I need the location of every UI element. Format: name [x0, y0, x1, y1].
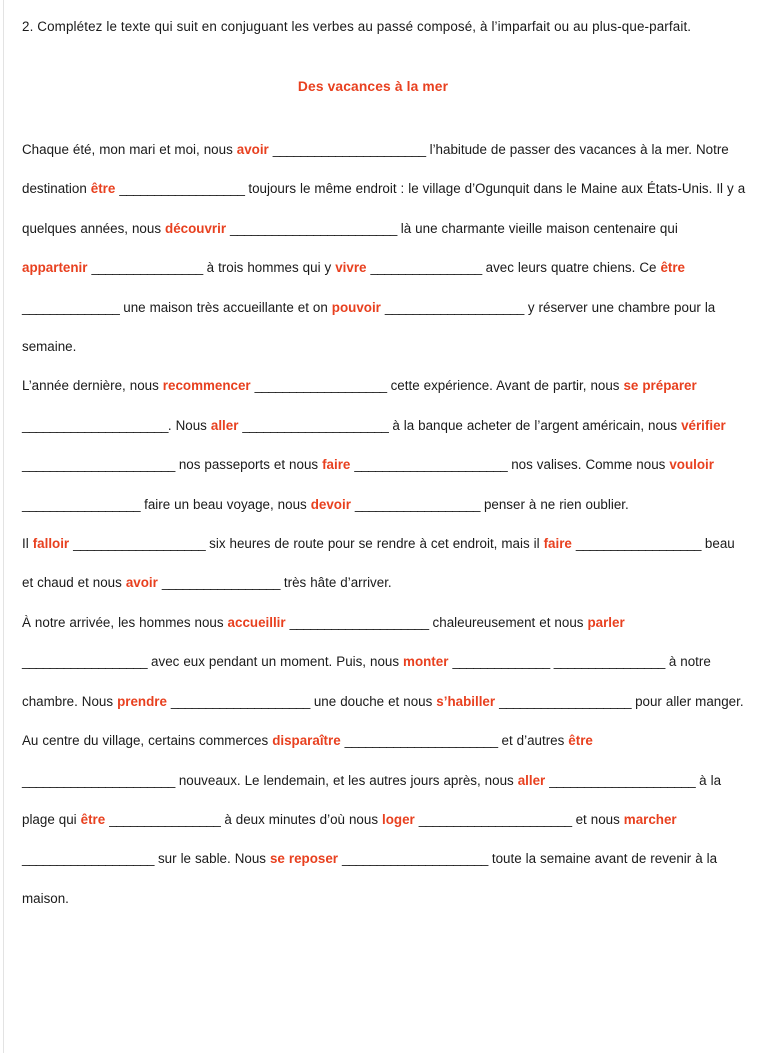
- answer-blank[interactable]: ___________________: [499, 693, 632, 709]
- answer-blank[interactable]: ________________: [553, 654, 665, 670]
- answer-blank[interactable]: __________________: [22, 654, 148, 670]
- exercise-body: [22, 130, 746, 918]
- verb-prompt: vivre: [335, 260, 367, 276]
- answer-blank[interactable]: ________________: [370, 260, 482, 276]
- verb-prompt: se reposer: [269, 851, 338, 867]
- verb-prompt: parler: [587, 614, 625, 630]
- answer-blank[interactable]: ____________________: [170, 693, 310, 709]
- verb-prompt: pouvoir: [331, 299, 381, 315]
- verb-prompt: falloir: [32, 536, 70, 552]
- paragraph-3: Il falloir ___________________ six heures de route pour se rendre à cet endroit, mais il faire __________________ beau et chaud et nous avoir _________________ très hâte d’arriver.: [22, 536, 735, 591]
- answer-blank[interactable]: ______________________: [272, 142, 426, 157]
- answer-blank[interactable]: _____________________: [341, 851, 488, 867]
- answer-blank[interactable]: ____________________: [384, 299, 524, 315]
- answer-blank[interactable]: ____________________: [289, 614, 429, 630]
- answer-blank[interactable]: _________________: [161, 575, 280, 591]
- answer-blank[interactable]: ______________________: [344, 733, 498, 749]
- answer-blank[interactable]: _____________________: [242, 417, 389, 433]
- exercise-title: Des vacances à la mer: [297, 79, 449, 94]
- answer-blank[interactable]: ________________________: [230, 220, 397, 236]
- verb-prompt: vouloir: [669, 457, 714, 473]
- verb-prompt: vérifier: [681, 417, 726, 433]
- answer-blank[interactable]: _________________: [22, 496, 141, 512]
- verb-prompt: découvrir: [165, 220, 227, 236]
- verb-prompt: faire: [543, 536, 572, 552]
- exercise-instruction: 2. Complétez le texte qui suit en conjuguant les verbes au passé composé, à l’imparfait ou au plus-que-parfait.: [22, 19, 692, 34]
- answer-blank[interactable]: __________________: [119, 181, 245, 197]
- answer-blank[interactable]: ______________________: [418, 811, 572, 827]
- answer-blank[interactable]: ______________: [22, 299, 120, 315]
- answer-blank[interactable]: __________________: [575, 536, 701, 552]
- answer-blank[interactable]: _____________________: [549, 772, 696, 788]
- verb-prompt: avoir: [236, 142, 269, 157]
- verb-prompt: accueillir: [227, 614, 286, 630]
- paragraph-1: Chaque été, mon mari et moi, nous avoir ______________________ l’habitude de passer des vacances à la mer. Notre destination être __________________ toujours le même endroit : le village d’Ogunquit dans le Maine aux États-Unis. Il y a quelques années, nous découvrir ________________________ là une charmante vieille maison centenaire qui appartenir ________________ à trois hommes qui y vivre ________________ avec leurs quatre chiens. Ce être ______________ une maison très accueillante et on pouvoir ____________________ y réserver une chambre pour la semaine.: [22, 142, 746, 355]
- verb-prompt: avoir: [125, 575, 158, 591]
- verb-prompt: devoir: [310, 496, 351, 512]
- verb-prompt: être: [660, 260, 686, 276]
- verb-prompt: prendre: [117, 693, 167, 709]
- verb-prompt: se préparer: [623, 378, 697, 394]
- verb-prompt: aller: [517, 772, 546, 788]
- answer-blank[interactable]: ______________________: [22, 457, 175, 473]
- verb-prompt: marcher: [623, 811, 677, 827]
- answer-blank[interactable]: ___________________: [73, 536, 206, 552]
- verb-prompt: être: [90, 181, 116, 197]
- verb-prompt: monter: [403, 654, 449, 670]
- verb-prompt: appartenir: [22, 260, 88, 276]
- verb-prompt: loger: [382, 811, 415, 827]
- answer-blank[interactable]: _____________________: [22, 417, 168, 433]
- verb-prompt: recommencer: [162, 378, 251, 394]
- answer-blank[interactable]: ______________________: [22, 772, 175, 788]
- answer-blank[interactable]: ___________________: [22, 851, 154, 867]
- answer-blank[interactable]: ________________: [91, 260, 203, 276]
- verb-prompt: être: [568, 733, 593, 749]
- answer-blank[interactable]: ______________: [452, 654, 550, 670]
- verb-prompt: être: [80, 811, 106, 827]
- paragraph-2: L’année dernière, nous recommencer ___________________ cette expérience. Avant de partir, nous se préparer _____________________. Nous aller _____________________ à la banque acheter de l’argent américain, nous vérifier ______________________ nos passeports et nous faire ______________________ nos valises. Comme nous vouloir _________________ faire un beau voyage, nous devoir __________________ penser à ne rien oublier.: [22, 378, 726, 512]
- verb-prompt: faire: [322, 457, 351, 473]
- answer-blank[interactable]: __________________: [354, 496, 480, 512]
- answer-blank[interactable]: ________________: [109, 811, 221, 827]
- answer-blank[interactable]: ___________________: [254, 378, 387, 394]
- verb-prompt: disparaître: [272, 733, 341, 749]
- paragraph-4: À notre arrivée, les hommes nous accueillir ____________________ chaleureusement et nous parler __________________ avec eux pendant un moment. Puis, nous monter ______________ ________________ à notre chambre. Nous prendre ____________________ une douche et nous s’habiller ___________________ pour aller manger. Au centre du village, certains commerces disparaître ______________________ et d’autres être ______________________ nouveaux. Le lendemain, et les autres jours après, nous aller _____________________ à la plage qui être ________________ à deux minutes d’où nous loger ______________________ et nous marcher ___________________ sur le sable. Nous se reposer _____________________ toute la semaine avant de revenir à la maison.: [22, 614, 744, 906]
- answer-blank[interactable]: ______________________: [354, 457, 508, 473]
- verb-prompt: aller: [210, 417, 239, 433]
- verb-prompt: s’habiller: [436, 693, 496, 709]
